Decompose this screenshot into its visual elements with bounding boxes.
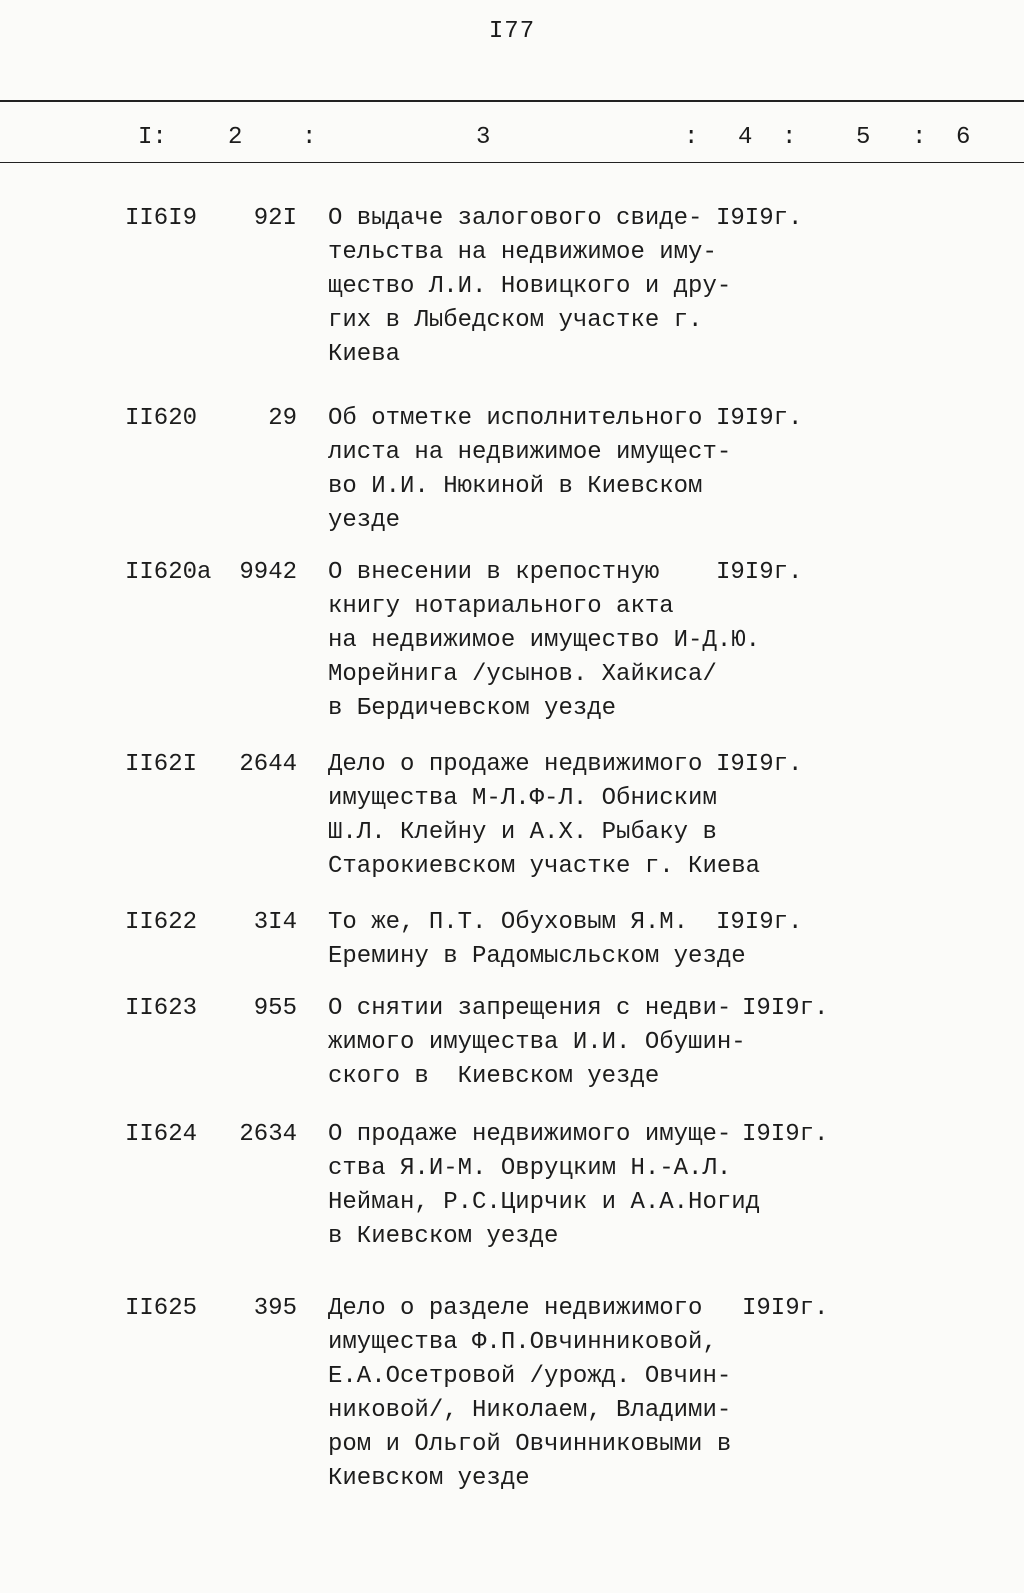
description-line: Ш.Л. Клейну и А.Х. Рыбаку в [328,819,717,846]
description-line: Е.А.Осетровой /урожд. Овчин- [328,1363,732,1390]
description-line: Дело о разделе недвижимого [328,1295,703,1322]
entry-description [328,1292,748,1496]
description-line: в Киевском уезде [328,1223,559,1250]
entry-item-number: 2644 [239,751,297,778]
column-separator: : [912,124,927,151]
entry-number: II624 [125,1121,198,1148]
description-line: имущества М-Л.Ф-Л. Обниским [328,785,717,812]
entry-number: II62I [125,751,198,778]
description-line: Киевском уезде [328,1465,530,1492]
column-1-header: I: [138,124,167,151]
entry-number: II623 [125,995,198,1022]
description-line: жимого имущества И.И. Обушин- [328,1029,746,1056]
entry-number: II6I9 [125,205,198,232]
description-line: никовой/, Николаем, Владими- [328,1397,732,1424]
description-line: листа на недвижимое имущест- [328,439,732,466]
description-line: во И.И. Нюкиной в Киевском [328,473,703,500]
entry-description [328,906,748,974]
description-line: ства Я.И-М. Овруцким Н.-А.Л. [328,1155,732,1182]
entry-description [328,202,748,372]
description-line: То же, П.Т. Обуховым Я.М. [328,909,689,936]
entry-year: I9I9г. [742,1121,829,1148]
column-separator: : [302,124,317,151]
entry-description [328,402,748,538]
description-line: Старокиевском участке г. Киева [328,853,761,880]
entry-number: II625 [125,1295,198,1322]
entry-item-number: 92I [253,205,297,232]
description-line: гих в Лыбедском участке г. [328,307,703,334]
entry-year: I9I9г. [716,205,803,232]
column-separator: : [782,124,797,151]
entry-number: II622 [125,909,198,936]
header-bottom-rule [0,162,1024,163]
description-line: ского в Киевском уезде [328,1063,660,1090]
entry-year: I9I9г. [716,909,803,936]
entry-year: I9I9г. [742,995,829,1022]
description-line: Дело о продаже недвижимого [328,751,703,778]
entry-item-number: 2634 [239,1121,297,1148]
column-3-header: 3 [476,124,491,151]
entry-number: II620а [125,559,212,586]
description-line: Киева [328,341,401,368]
entry-year: I9I9г. [716,405,803,432]
description-line: О внесении в крепостную [328,559,660,586]
description-line: щество Л.И. Новицкого и дру- [328,273,732,300]
description-line: книгу нотариального акта [328,593,674,620]
entry-item-number: 395 [253,1295,297,1322]
entry-year: I9I9г. [716,751,803,778]
description-line: Нейман, Р.С.Цирчик и А.А.Ногид [328,1189,761,1216]
entry-description [328,992,748,1094]
entry-year: I9I9г. [742,1295,829,1322]
description-line: О выдаче залогового свиде- [328,205,703,232]
column-6-header: 6 [956,124,971,151]
description-line: имущества Ф.П.Овчинниковой, [328,1329,717,1356]
description-line: О продаже недвижимого имуще- [328,1121,732,1148]
column-4-header: 4 [738,124,753,151]
header-top-rule [0,100,1024,102]
entry-item-number: 955 [253,995,297,1022]
entry-item-number: 3I4 [253,909,297,936]
description-line: Об отметке исполнительного [328,405,703,432]
description-line: Еремину в Радомысльском уезде [328,943,746,970]
entry-description [328,1118,761,1254]
column-2-header: 2 [228,124,243,151]
entry-item-number: 9942 [239,559,297,586]
description-line: в Бердичевском уезде [328,695,617,722]
entry-year: I9I9г. [716,559,803,586]
description-line: О снятии запрещения с недви- [328,995,732,1022]
description-line: ром и Ольгой Овчинниковыми в [328,1431,732,1458]
column-separator: : [684,124,699,151]
description-line: на недвижимое имущество И-Д.Ю. [328,627,761,654]
column-5-header: 5 [856,124,871,151]
description-line: тельства на недвижимое иму- [328,239,717,266]
description-line: уезде [328,507,401,534]
page-number: I77 [488,18,536,45]
entry-item-number: 29 [268,405,297,432]
description-line: Морейнига /усынов. Хайкиса/ [328,661,717,688]
entry-number: II620 [125,405,198,432]
